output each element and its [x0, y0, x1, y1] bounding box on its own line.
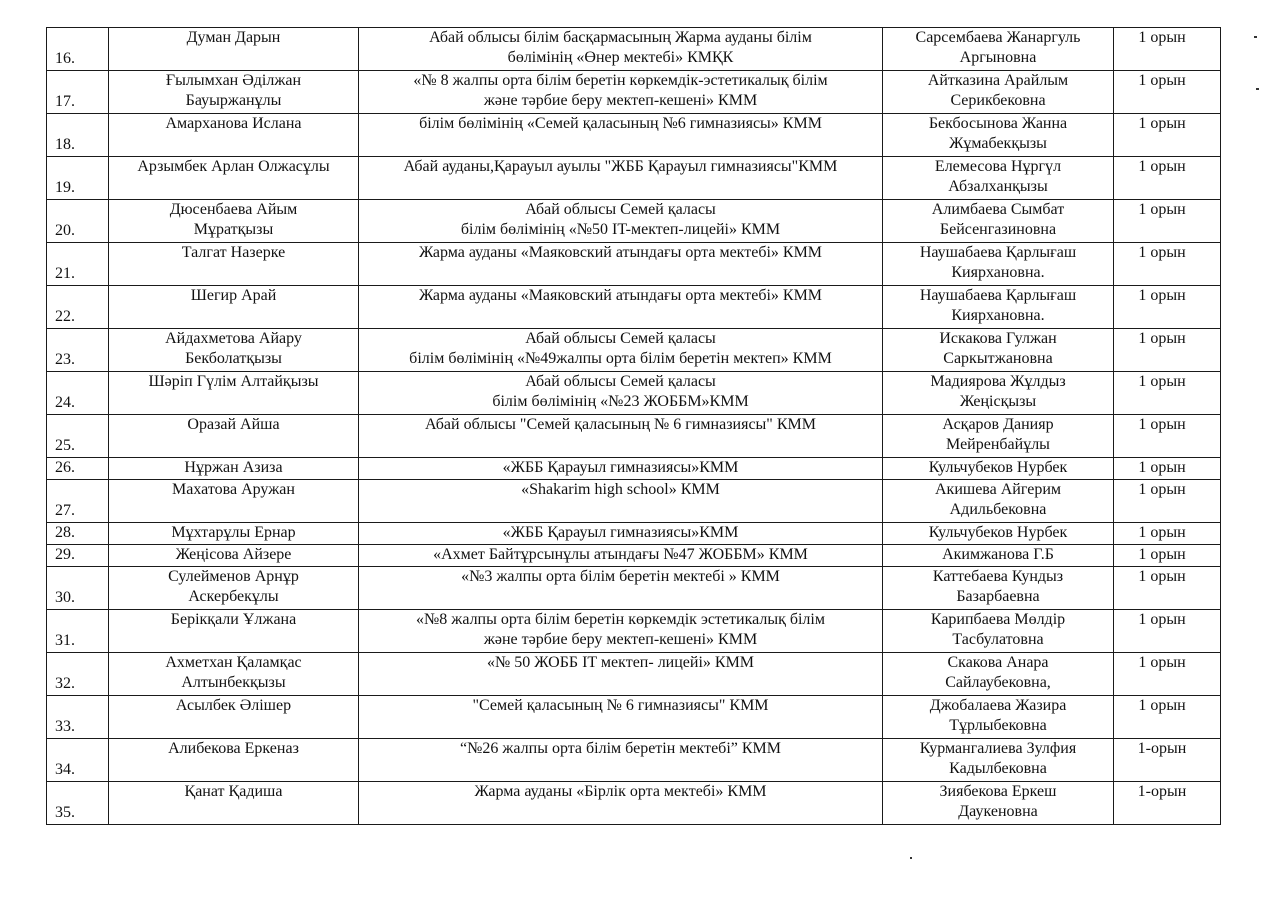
place-result: 1 орын — [1114, 480, 1221, 523]
table-row — [47, 329, 1221, 372]
place-result: 1-орын — [1114, 782, 1221, 825]
student-name: Талгат Назерке — [109, 243, 359, 286]
place-result: 1 орын — [1114, 523, 1221, 545]
scan-speck — [1254, 36, 1257, 38]
place-result: 1 орын — [1114, 329, 1221, 372]
table-row — [47, 480, 1221, 523]
table-row — [47, 653, 1221, 696]
student-name: Махатова Аружан — [109, 480, 359, 523]
school-name: «Shakarim high school» КММ — [359, 480, 883, 523]
place-result: 1 орын — [1114, 114, 1221, 157]
school-name: Жарма ауданы «Маяковский атындағы орта мектебі» КММ — [359, 243, 883, 286]
school-name: «ЖББ Қарауыл гимназиясы»КММ — [359, 523, 883, 545]
school-name: Абай облысы білім басқармасының Жарма ауданы білім бөлімінің «Өнер мектебі» КМҚК — [359, 28, 883, 71]
table-row — [47, 782, 1221, 825]
school-name: “№26 жалпы орта білім беретін мектебі” КММ — [359, 739, 883, 782]
teacher-name: Сарсембаева Жанаргуль Аргыновна — [883, 28, 1114, 71]
teacher-name: Елемесова Нұргүл Абзалханқызы — [883, 157, 1114, 200]
school-name: «№8 жалпы орта білім беретін көркемдік эстетикалық білім және тәрбие беру мектеп-кешені» КММ — [359, 610, 883, 653]
school-name: Абай ауданы,Қарауыл ауылы "ЖББ Қарауыл гимназиясы"КММ — [359, 157, 883, 200]
place-result: 1 орын — [1114, 545, 1221, 567]
table-row — [47, 157, 1221, 200]
teacher-name: Кульчубеков Нурбек — [883, 523, 1114, 545]
student-name: Сулейменов Арнұр Аскербекұлы — [109, 567, 359, 610]
school-name: «№3 жалпы орта білім беретін мектебі » КММ — [359, 567, 883, 610]
row-number: 31. — [47, 610, 109, 653]
teacher-name: Алимбаева Сымбат Бейсенгазиновна — [883, 200, 1114, 243]
row-number: 22. — [47, 286, 109, 329]
place-result: 1 орын — [1114, 71, 1221, 114]
scan-speck — [910, 857, 912, 859]
row-number: 33. — [47, 696, 109, 739]
place-result: 1 орын — [1114, 200, 1221, 243]
row-number: 29. — [47, 545, 109, 567]
student-name: Шегир Арай — [109, 286, 359, 329]
place-result: 1 орын — [1114, 653, 1221, 696]
table-row — [47, 458, 1221, 480]
school-name: Жарма ауданы «Маяковский атындағы орта мектебі» КММ — [359, 286, 883, 329]
teacher-name: Айтказина Арайлым Серикбековна — [883, 71, 1114, 114]
table-row — [47, 696, 1221, 739]
teacher-name: Кульчубеков Нурбек — [883, 458, 1114, 480]
table-row — [47, 243, 1221, 286]
row-number: 26. — [47, 458, 109, 480]
school-name: «№ 8 жалпы орта білім беретін көркемдік-эстетикалық білім және тәрбие беру мектеп-кешені» КММ — [359, 71, 883, 114]
teacher-name: Карипбаева Мөлдір Тасбулатовна — [883, 610, 1114, 653]
student-name: Асылбек Әлішер — [109, 696, 359, 739]
row-number: 17. — [47, 71, 109, 114]
school-name: Абай облысы Семей қаласы білім бөлімінің «№23 ЖОББМ»КММ — [359, 372, 883, 415]
student-name: Дюсенбаева Айым Мұратқызы — [109, 200, 359, 243]
table-row — [47, 545, 1221, 567]
place-result: 1 орын — [1114, 567, 1221, 610]
school-name: «ЖББ Қарауыл гимназиясы»КММ — [359, 458, 883, 480]
results-table-body — [47, 28, 1221, 825]
student-name: Думан Дарын — [109, 28, 359, 71]
school-name: Абай облысы Семей қаласы білім бөлімінің «№49жалпы орта білім беретін мектеп» КММ — [359, 329, 883, 372]
place-result: 1 орын — [1114, 610, 1221, 653]
student-name: Айдахметова Айару Бекболатқызы — [109, 329, 359, 372]
row-number: 32. — [47, 653, 109, 696]
school-name: білім бөлімінің «Семей қаласының №6 гимназиясы» КММ — [359, 114, 883, 157]
student-name: Амарханова Ислана — [109, 114, 359, 157]
teacher-name: Зиябекова Еркеш Даукеновна — [883, 782, 1114, 825]
student-name: Мұхтарұлы Ернар — [109, 523, 359, 545]
student-name: Қанат Қадиша — [109, 782, 359, 825]
student-name: Жеңісова Айзере — [109, 545, 359, 567]
place-result: 1 орын — [1114, 157, 1221, 200]
teacher-name: Джобалаева Жазира Тұрлыбековна — [883, 696, 1114, 739]
row-number: 24. — [47, 372, 109, 415]
school-name: Абай облысы Семей қаласы білім бөлімінің «№50 IT-мектеп-лицейі» КММ — [359, 200, 883, 243]
student-name: Шәріп Гүлім Алтайқызы — [109, 372, 359, 415]
table-row — [47, 372, 1221, 415]
student-name: Алибекова Еркеназ — [109, 739, 359, 782]
row-number: 16. — [47, 28, 109, 71]
row-number: 19. — [47, 157, 109, 200]
table-row — [47, 114, 1221, 157]
row-number: 30. — [47, 567, 109, 610]
row-number: 25. — [47, 415, 109, 458]
table-row — [47, 286, 1221, 329]
teacher-name: Асқаров Данияр Мейренбайұлы — [883, 415, 1114, 458]
table-row — [47, 200, 1221, 243]
teacher-name: Искакова Гулжан Саркытжановна — [883, 329, 1114, 372]
teacher-name: Бекбосынова Жанна Жұмабекқызы — [883, 114, 1114, 157]
place-result: 1-орын — [1114, 739, 1221, 782]
place-result: 1 орын — [1114, 286, 1221, 329]
table-row — [47, 567, 1221, 610]
school-name: "Семей қаласының № 6 гимназиясы" КММ — [359, 696, 883, 739]
row-number: 28. — [47, 523, 109, 545]
place-result: 1 орын — [1114, 415, 1221, 458]
row-number: 20. — [47, 200, 109, 243]
place-result: 1 орын — [1114, 458, 1221, 480]
table-row — [47, 610, 1221, 653]
student-name: Нұржан Азиза — [109, 458, 359, 480]
table-row — [47, 28, 1221, 71]
place-result: 1 орын — [1114, 696, 1221, 739]
table-row — [47, 523, 1221, 545]
table-row — [47, 415, 1221, 458]
teacher-name: Каттебаева Кундыз Базарбаевна — [883, 567, 1114, 610]
student-name: Ғылымхан Әділжан Бауыржанұлы — [109, 71, 359, 114]
school-name: Абай облысы "Семей қаласының № 6 гимназиясы" КММ — [359, 415, 883, 458]
student-name: Арзымбек Арлан Олжасұлы — [109, 157, 359, 200]
place-result: 1 орын — [1114, 28, 1221, 71]
school-name: «№ 50 ЖОББ IT мектеп- лицейі» КММ — [359, 653, 883, 696]
row-number: 27. — [47, 480, 109, 523]
teacher-name: Скакова Анара Сайлаубековна, — [883, 653, 1114, 696]
teacher-name: Мадиярова Жұлдыз Жеңісқызы — [883, 372, 1114, 415]
place-result: 1 орын — [1114, 243, 1221, 286]
student-name: Берікқали Ұлжана — [109, 610, 359, 653]
table-row — [47, 739, 1221, 782]
student-name: Оразай Айша — [109, 415, 359, 458]
teacher-name: Акишева Айгерим Адильбековна — [883, 480, 1114, 523]
place-result: 1 орын — [1114, 372, 1221, 415]
scan-speck — [1256, 88, 1259, 90]
teacher-name: Курмангалиева Зулфия Кадылбековна — [883, 739, 1114, 782]
row-number: 23. — [47, 329, 109, 372]
teacher-name: Акимжанова Г.Б — [883, 545, 1114, 567]
school-name: Жарма ауданы «Бірлік орта мектебі» КММ — [359, 782, 883, 825]
teacher-name: Наушабаева Қарлығаш Киярхановна. — [883, 243, 1114, 286]
table-row — [47, 71, 1221, 114]
row-number: 21. — [47, 243, 109, 286]
student-name: Ахметхан Қаламқас Алтынбекқызы — [109, 653, 359, 696]
row-number: 34. — [47, 739, 109, 782]
row-number: 35. — [47, 782, 109, 825]
school-name: «Ахмет Байтұрсынұлы атындағы №47 ЖОББМ» КММ — [359, 545, 883, 567]
row-number: 18. — [47, 114, 109, 157]
teacher-name: Наушабаева Қарлығаш Киярхановна. — [883, 286, 1114, 329]
results-table — [46, 27, 1221, 825]
